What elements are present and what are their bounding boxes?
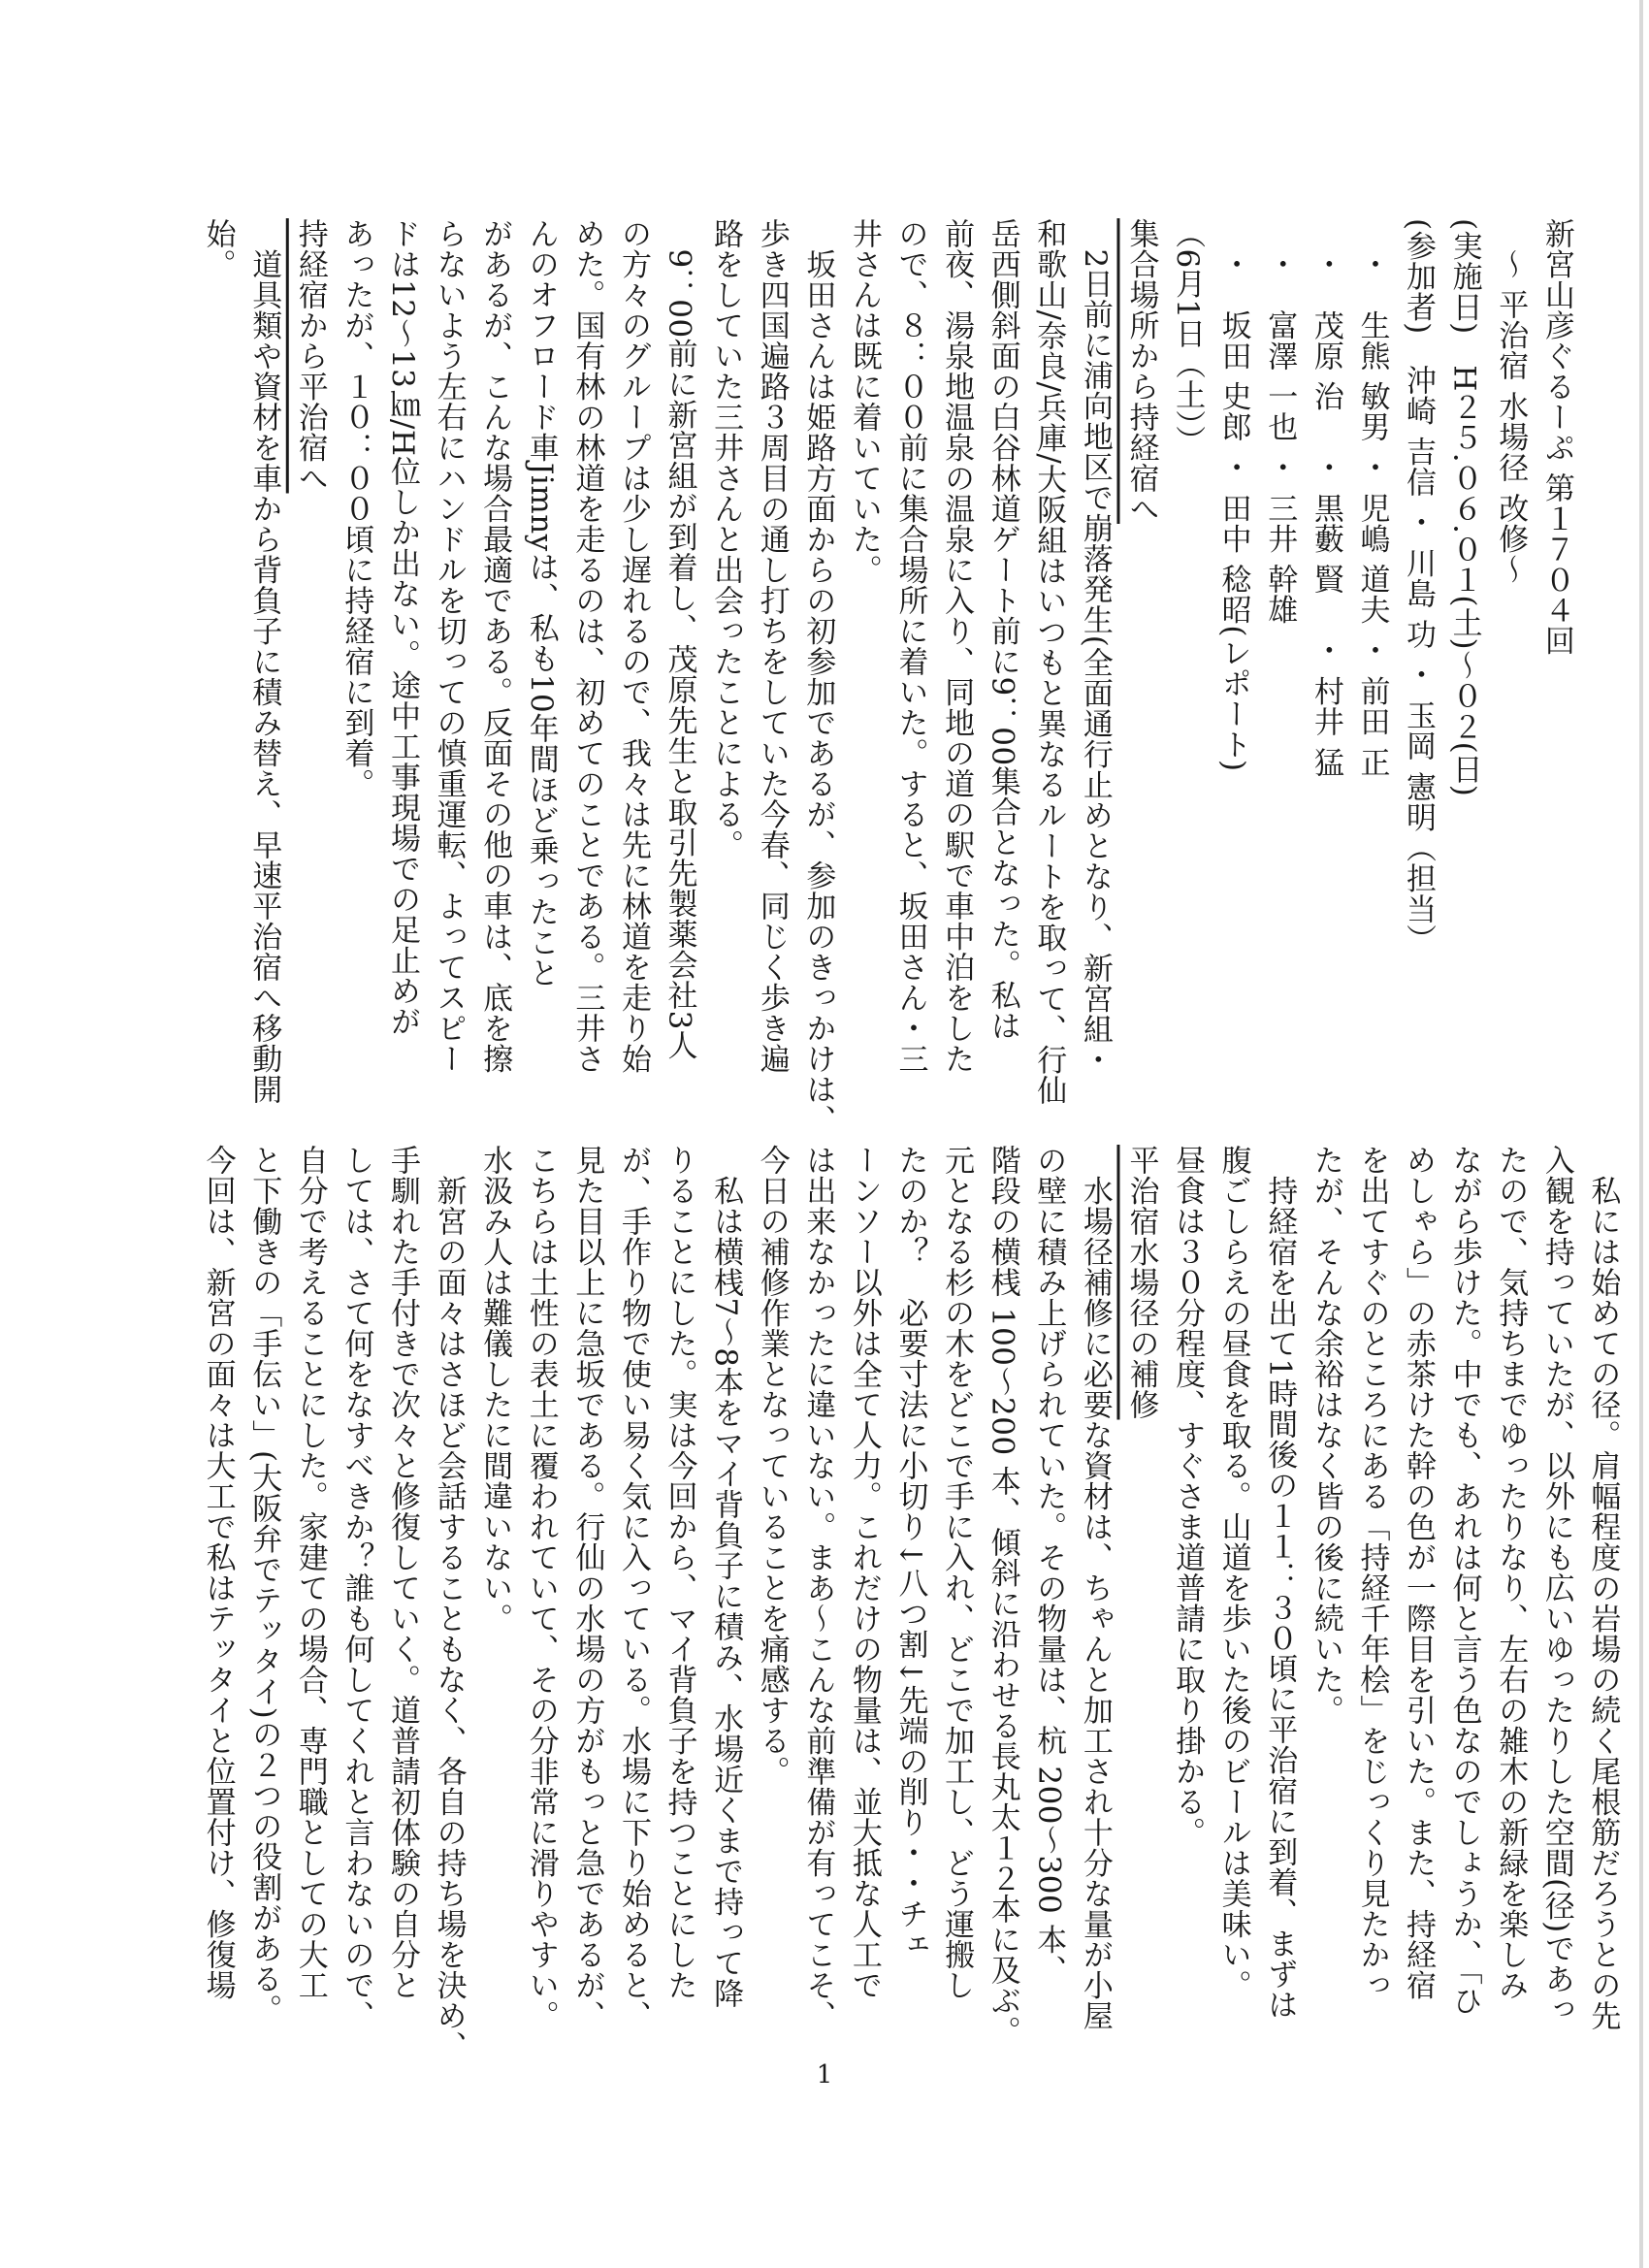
body-line: 私は横桟7～8本をマイ背負子に積み、水場近くまで持って降 — [708, 1145, 744, 2009]
body-line: 2日前に浦向地区で崩落発生(全面通行止めとなり、新宮組・ — [1077, 218, 1113, 1076]
body-line: 入観を持っていたが、以外にも広いゆったりした空間(径)であっ — [1538, 1145, 1574, 2025]
body-line: めた。国有林の林道を走るのは、初めてのことである。三井さ — [569, 218, 605, 1074]
participants-line: ・ 富澤 一也 ・ 三井 幹雄 — [1262, 218, 1298, 626]
section-heading: 持経宿から平治宿へ — [292, 218, 328, 494]
body-line: 昼食は３０分程度、すぐさま道普請に取り掛かる。 — [1170, 1145, 1206, 1848]
body-line: 手馴れた手付きで次々と修復していく。道普請初体験の自分と — [384, 1145, 420, 2000]
body-line: を出てすぐのところにある「持経千年桧」をじっくり見たかっ — [1354, 1145, 1390, 2000]
body-line: 水場径補修に必要な資材は、ちゃんと加工され十分な量が小屋 — [1077, 1145, 1113, 2031]
body-line: 和歌山/奈良/兵庫/大阪組はいつもと異なるルートを取って、行仙 — [1031, 218, 1067, 1106]
body-line: ーンソー以外は全て人力。これだけの物量は、並大抵な人工で — [846, 1145, 882, 2000]
body-line: 今日の補修作業となっていることを痛感する。 — [754, 1145, 790, 1787]
body-line: が、手作り物で使い易く気に入っている。水場に下り始めると、 — [615, 1145, 651, 2031]
report-title: 新宮山彦ぐるーぷ 第１７０４回 — [1538, 218, 1574, 657]
participants-line: (参加者) 沖崎 吉信 ・ 川島 功 ・ 玉岡 憲明（担当） — [1401, 218, 1437, 956]
top-section — [194, 218, 1579, 1135]
body-line: 水汲み人は難儀したに間違いない。 — [477, 1145, 513, 1634]
body-line: 岳西側斜面の白谷林道ゲート前に9：00集合となった。私は — [985, 218, 1020, 1042]
body-line: 歩き四国遍路３周目の通し打ちをしていた今春、同じく歩き遍 — [754, 218, 790, 1074]
body-line: 元となる杉の木をどこで手に入れ、どこで加工し、どう運搬し — [939, 1145, 975, 2000]
body-line: たので、気持ちまでゆったりなり、左右の雑木の新緑を楽しみ — [1493, 1145, 1529, 2000]
body-line: 9：00前に新宮組が到着し、茂原先生と取引先製薬会社3人 — [662, 218, 697, 1061]
body-line: しては、さて何をなすべきか？誰も何してくれと言わないので、 — [339, 1145, 374, 2031]
body-line: があるが、こんな場合最適である。反面その他の車は、底を擦 — [477, 218, 513, 1074]
participants-line: ・ 坂田 史郎 ・ 田中 稔昭(レポート) — [1215, 218, 1251, 772]
body-line: 持経宿を出て1時間後の１１：３０頃に平治宿に到着、まずは — [1262, 1145, 1298, 2021]
body-line: あったが、１０：００頃に持経宿に到着。 — [339, 218, 374, 799]
body-line: 前夜、湯泉地温泉の温泉に入り、同地の道の駅で車中泊をした — [939, 218, 975, 1074]
body-line: と下働きの「手伝い」(大阪弁でテッタイ)の２つの役割がある。 — [246, 1145, 282, 2025]
report-subtitle: ～ 平治宿 水場径 改修～ — [1493, 218, 1529, 585]
body-line: 腹ごしらえの昼食を取る。山道を歩いた後のビールは美味い。 — [1215, 1145, 1251, 2000]
body-line: 始。 — [200, 218, 236, 279]
section-heading: 集合場所から持経宿へ — [1123, 218, 1159, 524]
body-line: たのか？ 必要寸法に小切り↓八つ割↓先端の削り・・チェ — [892, 1145, 928, 1960]
body-line: の方々のグループは少し遅れるので、我々は先に林道を走り始 — [615, 218, 651, 1074]
body-line: 階段の横桟 100～200 本、傾斜に沿わせる長丸太１２本に及ぶ。 — [985, 1145, 1020, 2047]
right-page-edge — [1639, 0, 1643, 2268]
body-line: 私には始めての径。肩幅程度の岩場の続く尾根筋だろうとの先 — [1585, 1145, 1621, 2031]
bottom-section — [194, 1145, 1625, 2061]
body-line: んのオフロード車Jimnyは、私も10年間ほど乗ったこと — [523, 218, 559, 988]
body-line: 今回は、新宮の面々は大工で私はテッタイと位置付け、修復場 — [200, 1145, 236, 2000]
body-line: 見た目以上に急坂である。行仙の水場の方がもっと急であるが、 — [569, 1145, 605, 2031]
body-line: 新宮の面々はさほど会話することもなく、各自の持ち場を決め、 — [431, 1145, 467, 2061]
body-line: 路をしていた三井さんと出会ったことによる。 — [708, 218, 744, 860]
body-line: こちらは土性の表土に覆われていて、その分非常に滑りやすい。 — [523, 1145, 559, 2031]
day-heading: （6月1日（土）） — [1170, 218, 1206, 457]
body-line: は出来なかったに違いない。まあ～こんな前準備が有ってこそ、 — [800, 1145, 836, 2031]
body-line: たが、そんな余裕はなく皆の後に続いた。 — [1308, 1145, 1343, 1726]
section-heading: 平治宿水場径の補修 — [1123, 1145, 1159, 1420]
body-line: 坂田さんは姫路方面からの初参加であるが、参加のきっかけは、 — [800, 218, 836, 1135]
body-line: らないよう左右にハンドルを切っての慎重運転、よってスピー — [431, 218, 467, 1074]
participants-line: ・ 生熊 敏男 ・ 児嶋 道夫 ・ 前田 正 — [1354, 218, 1390, 778]
body-line: ので、８：００前に集合場所に着いた。すると、坂田さん・三 — [892, 218, 928, 1074]
page-number: 1 — [816, 2060, 833, 2090]
date-line: (実施日) H２５.０６.０１(土)～０２(日) — [1446, 218, 1482, 797]
body-line: ながら歩けた。中でも、あれは何と言う色なのでしょうか、「ひ — [1446, 1145, 1482, 2016]
body-line: 井さんは既に着いていた。 — [846, 218, 882, 585]
participants-line: ・ 茂原 治 ・ 黒藪 賢 ・ 村井 猛 — [1308, 218, 1343, 778]
body-line: の壁に積み上げられていた。その物量は、杭 200～300 本、 — [1031, 1145, 1067, 1986]
body-line: 自分で考えることにした。家建ての場合、専門職としての大工 — [292, 1145, 328, 2000]
body-line: りることにした。実は今回から、マイ背負子を持つことにした — [662, 1145, 697, 2000]
body-line: ドは12～13㎞/H位しか出ない。途中工事現場での足止めが — [384, 218, 420, 1037]
body-line: めしゃら」の赤茶けた幹の色が一際目を引いた。また、持経宿 — [1401, 1145, 1437, 2000]
body-line: 道具類や資材を車から背負子に積み替え、早速平治宿へ移動開 — [246, 218, 282, 1105]
